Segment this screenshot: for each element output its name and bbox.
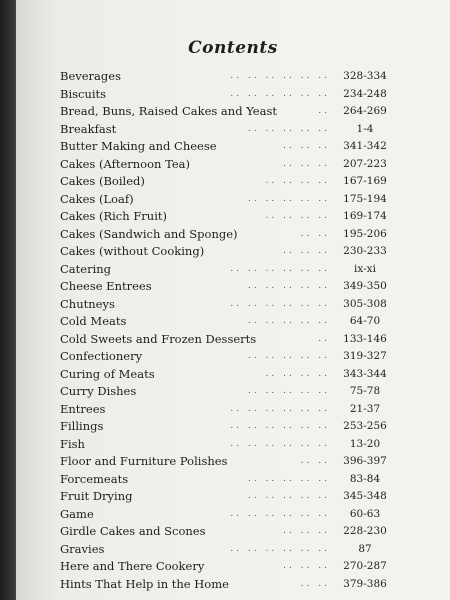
entry-page-range: 133-146 [343,332,387,345]
entry-title: Girdle Cakes and Scones [60,524,206,538]
contents-entry [60,471,400,489]
contents-entry [60,558,400,576]
entry-page-range: 64-70 [349,315,381,327]
dot-leader: .. .. [300,228,330,239]
entry-title: Fish [60,436,85,451]
dot-leader: .. .. .. .. .. [247,473,330,484]
contents-entry [60,348,400,366]
entry-title: Cakes (without Cooking) [60,244,205,258]
entry-title: Bread, Buns, Raised Cakes and Yeast [60,104,277,118]
contents-entry [60,226,400,244]
entry-page-range: 305-308 [343,297,387,310]
dot-leader: .. .. .. .. .. [247,351,330,361]
entry-title: Butter Making and Cheese [60,139,217,153]
entry-title: Curry Dishes [60,384,137,398]
contents-entry [60,86,400,104]
entry-page-range: 349-350 [343,280,387,292]
entry-page-range: 169-174 [343,210,387,222]
entry-title: Fillings [60,419,104,433]
contents-entry [60,243,400,261]
dot-leader: .. .. .. .. .. .. [230,508,330,519]
contents-entry [60,278,400,296]
entry-title: Cold Sweets and Frozen Desserts [60,331,257,346]
dot-leader: .. .. .. .. .. [247,386,330,396]
entry-title: Beverages [60,69,121,83]
dot-leader: .. .. .. [283,561,330,571]
contents-entry [60,436,400,454]
entry-title: Breakfast [60,121,117,136]
contents-list [60,68,400,593]
contents-entry [60,138,400,156]
entry-page-range: 230-233 [343,245,387,257]
entry-page-range: 207-223 [343,157,387,170]
entry-page-range: 75-78 [349,385,381,397]
dot-leader: .. [318,333,330,344]
entry-page-range: 396-397 [343,455,387,467]
entry-title: Biscuits [60,86,107,101]
contents-entry [60,576,400,594]
entry-page-range: 264-269 [343,105,387,117]
entry-title: Game [60,506,94,521]
entry-page-range: 167-169 [343,175,387,187]
contents-entry [60,541,400,559]
entry-title: Cakes (Boiled) [60,174,145,188]
contents-entry [60,383,400,401]
contents-entry [60,313,400,331]
entry-title: Cakes (Afternoon Tea) [60,156,190,171]
contents-entry [60,173,400,191]
entry-page-range: 234-248 [343,87,387,100]
contents-entry [60,366,400,384]
entry-page-range: 328-334 [343,70,387,82]
contents-entry [60,331,400,349]
dot-leader: .. .. .. [283,246,330,256]
entry-title: Gravies [60,541,105,556]
contents-entry [60,506,400,524]
entry-title: Cakes (Sandwich and Sponge) [60,226,238,241]
entry-title: Chutneys [60,296,115,311]
entry-title: Cheese Entrees [60,279,152,293]
entry-page-range: 13-20 [349,437,381,450]
contents-entry [60,121,400,139]
contents-entry [60,523,400,541]
entry-page-range: 253-256 [343,420,387,432]
dot-leader: .. .. .. .. [265,176,330,186]
dot-leader: .. .. .. .. .. [247,281,330,291]
entry-title: Cakes (Rich Fruit) [60,209,167,223]
book-page [16,0,450,600]
entry-title: Floor and Furniture Polishes [60,454,228,468]
contents-entry [60,156,400,174]
entry-page-range: 345-348 [343,490,387,502]
entry-page-range: 175-194 [343,192,387,205]
entry-page-range: 270-287 [343,560,387,572]
contents-entry [60,488,400,506]
dot-leader: .. .. .. [283,141,330,151]
entry-title: Confectionery [60,349,143,363]
contents-entry [60,418,400,436]
dot-leader: .. .. .. .. .. .. [230,88,330,99]
contents-entry [60,208,400,226]
contents-entry [60,453,400,471]
contents-entry [60,68,400,86]
dot-leader: .. .. .. .. [265,211,330,221]
dot-leader: .. .. .. .. [265,368,330,379]
entry-title: Cold Meats [60,314,127,328]
dot-leader: .. .. .. .. .. .. [230,403,330,414]
entry-page-range: 87 [358,542,372,555]
entry-title: Cakes (Loaf) [60,191,134,206]
dot-leader: .. .. .. [283,158,330,169]
entry-page-range: 60-63 [349,507,381,520]
dot-leader: .. .. .. .. .. .. [230,421,330,431]
dot-leader: .. .. .. .. .. [247,316,330,326]
dot-leader: .. .. .. .. .. [247,491,330,501]
entry-page-range: 83-84 [349,472,381,485]
entry-page-range: 195-206 [343,227,387,240]
entry-title: Entrees [60,401,106,416]
dot-leader: .. .. .. .. .. [247,193,330,204]
dot-leader: .. .. .. [283,526,330,536]
entry-page-range: 228-230 [343,525,387,537]
dot-leader: .. .. [300,578,330,589]
contents-entry [60,296,400,314]
dot-leader: .. .. .. .. .. [247,123,330,134]
entry-title: Catering [60,261,112,276]
dot-leader: .. .. .. .. .. .. [230,71,330,81]
entry-title: Fruit Drying [60,489,133,503]
entry-page-range: 341-342 [343,140,387,152]
entry-page-range: ix-xi [354,262,376,275]
dot-leader: .. .. .. .. .. .. [230,298,330,309]
entry-title: Hints That Help in the Home [60,576,229,591]
contents-entry [60,261,400,279]
entry-title: Forcemeats [60,471,129,486]
entry-page-range: 319-327 [343,350,387,362]
dot-leader: .. .. .. .. .. .. [230,263,330,274]
contents-heading: Contents [188,38,278,58]
entry-page-range: 21-37 [349,402,381,415]
entry-page-range: 1-4 [356,122,374,135]
entry-page-range: 343-344 [343,367,387,380]
contents-entry [60,103,400,121]
entry-title: Curing of Meats [60,366,155,381]
contents-entry [60,191,400,209]
dot-leader: .. [318,106,330,116]
dot-leader: .. .. .. .. .. .. [230,543,330,554]
entry-page-range: 379-386 [343,577,387,590]
entry-title: Here and There Cookery [60,559,205,573]
contents-entry [60,401,400,419]
dot-leader: .. .. [300,456,330,466]
dot-leader: .. .. .. .. .. .. [230,438,330,449]
